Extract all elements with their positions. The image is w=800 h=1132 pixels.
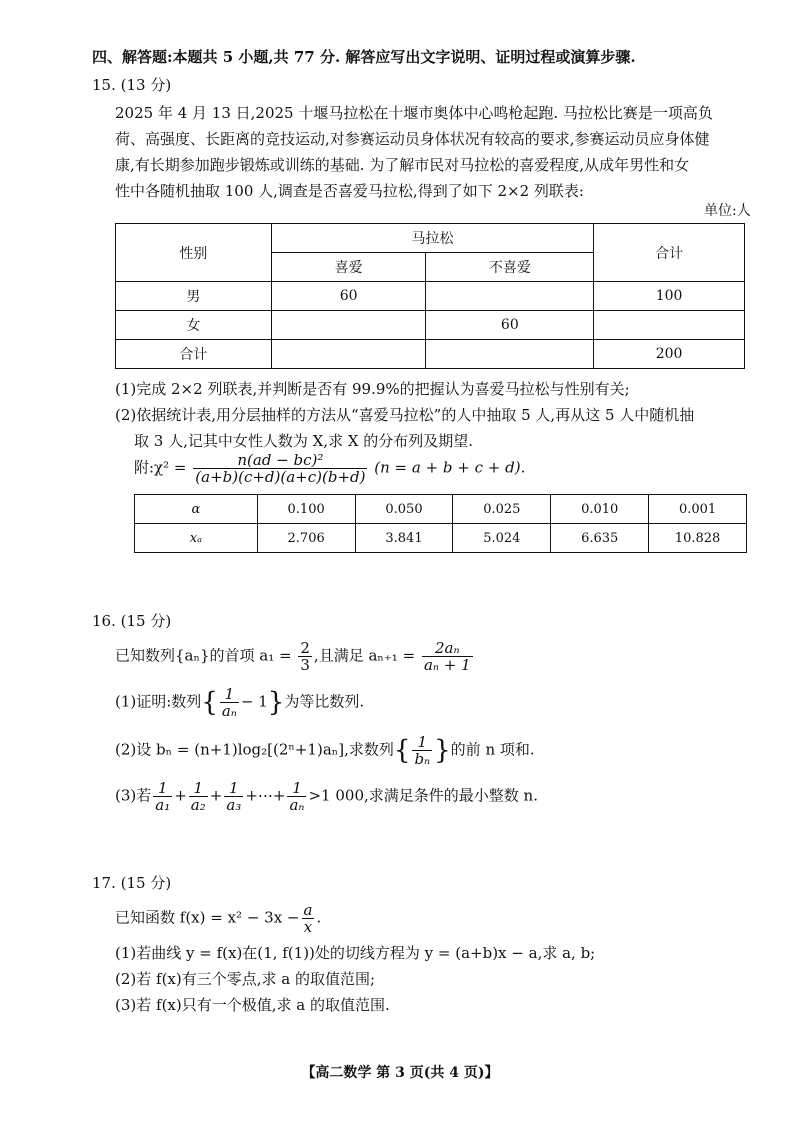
plus-sign: + [209, 786, 223, 805]
cell-total-dislike [426, 340, 594, 369]
fraction-denominator: aₙ [221, 702, 237, 720]
q17-stem [115, 902, 321, 935]
cell-male-like: 60 [271, 282, 426, 311]
formula-tail: (n = a + b + c + d). [374, 458, 526, 477]
fraction-numerator: 2 [300, 639, 310, 657]
fraction-denominator: a₁ [155, 796, 171, 814]
cell-female-like [271, 311, 426, 340]
cell-total-like [271, 340, 426, 369]
fraction-numerator: a [303, 901, 313, 919]
x-alpha-label: xₐ [135, 524, 258, 553]
bn-reciprocal-fraction [412, 734, 432, 767]
plus-sign: + [174, 786, 187, 805]
q15-part1: (1)完成 2×2 列联表,并判断是否有 99.9%的把握认为喜爱马拉松与性别有关; [115, 380, 630, 398]
q15-intro-line-2: 荷、高强度、长距离的竞技运动,对参赛运动员身体状况有较高的要求,参赛运动员应身体健 [115, 130, 710, 148]
ellipsis-plus: +⋯+ [245, 786, 286, 805]
fraction-numerator: 1 [287, 780, 306, 797]
q16-part2: (2)设 bₙ = (n+1)log₂[(2ⁿ+1)aₙ],求数列{ $\frac{1}{\text{bₙ}}$ }的前 n 项和. [115, 733, 535, 768]
page-footer: 【高二数学 第 3 页(共 4 页)】 [301, 1065, 499, 1081]
sum-term [224, 780, 243, 813]
q16-number: 16. (15 分) [92, 612, 172, 630]
a-over-x-fraction [302, 902, 315, 935]
formula-numerator: n(ad − bc)² [193, 452, 367, 469]
fraction-denominator: bₙ [414, 750, 431, 768]
chi-square-formula [134, 452, 525, 485]
fraction-numerator: 1 [153, 780, 172, 797]
header-like: 喜爱 [271, 253, 426, 282]
sum-term [189, 780, 208, 813]
alpha-label: α [135, 495, 258, 524]
alpha-value: 0.050 [355, 495, 453, 524]
fraction-numerator: 1 [224, 780, 243, 797]
q15-intro-line-1: 2025 年 4 月 13 日,2025 十堰马拉松在十堰市奥体中心鸣枪起跑. 马拉松比赛是一项高负 [115, 104, 713, 122]
q15-part2-line2: 取 3 人,记其中女性人数为 X,求 X 的分布列及期望. [134, 432, 474, 450]
header-gender: 性别 [116, 224, 272, 282]
critical-value: 10.828 [649, 524, 747, 553]
q15-intro-line-3: 康,有长期参加跑步锻炼或训练的基础. 为了解市民对马拉松的喜爱程度,从成年男性和女 [115, 156, 690, 174]
q16-part1: (1)证明:数列{ $\frac{1}{\text{aₙ}}$ − 1}为等比数列. [115, 685, 365, 720]
q16-part2-text: (2)设 bₙ = (n+1)log₂[(2ⁿ+1)aₙ],求数列 [115, 740, 394, 759]
alpha-value: 0.010 [551, 495, 649, 524]
row-label-female: 女 [116, 311, 272, 340]
alpha-value: 0.001 [649, 495, 747, 524]
critical-value: 6.635 [551, 524, 649, 553]
header-dislike: 不喜爱 [426, 253, 594, 282]
q16-stem-b: ,且满足 aₙ₊₁ = [313, 646, 416, 665]
row-label-male: 男 [116, 282, 272, 311]
alpha-value: 0.025 [453, 495, 551, 524]
cell-female-total [594, 311, 745, 340]
q17-part2: (2)若 f(x)有三个零点,求 a 的取值范围; [115, 970, 376, 988]
q15-number: 15. (13 分) [92, 76, 172, 94]
critical-value: 2.706 [257, 524, 355, 553]
row-label-total: 合计 [116, 340, 272, 369]
formula-denominator: (a+b)(c+d)(a+c)(b+d) [195, 468, 366, 486]
q16-part3-tail: >1 000,求满足条件的最小整数 n. [308, 786, 538, 805]
cell-male-total: 100 [594, 282, 745, 311]
q16-stem-a: 已知数列{aₙ}的首项 a₁ = [115, 646, 292, 665]
critical-value: 5.024 [453, 524, 551, 553]
q17-stem-text: 已知函数 f(x) = x² − 3x − [115, 908, 300, 927]
q16-part1-tail: 为等比数列. [284, 692, 365, 711]
reciprocal-fraction [220, 686, 239, 719]
table-row [116, 311, 745, 340]
table-row [135, 524, 747, 553]
chi-square-fraction [193, 452, 367, 485]
critical-value: 3.841 [355, 524, 453, 553]
fraction-denominator: aₙ [289, 796, 305, 814]
recurrence-fraction [422, 640, 473, 673]
appendix-label: 附:χ² = [134, 458, 187, 477]
contingency-table [115, 223, 745, 369]
fraction-numerator: 1 [220, 686, 239, 703]
q15-part2-line1: (2)依据统计表,用分层抽样的方法从“喜爱马拉松”的人中抽取 5 人,再从这 5 人中随机抽 [115, 406, 695, 424]
q16-stem [115, 640, 475, 673]
cell-female-dislike: 60 [426, 311, 594, 340]
q16-part1-text: (1)证明:数列 [115, 692, 202, 711]
first-term-fraction [298, 640, 312, 673]
q17-number: 17. (15 分) [92, 874, 172, 892]
q16-part3-text: (3)若 [115, 786, 152, 805]
sum-term [287, 780, 306, 813]
q17-stem-tail: . [316, 908, 322, 927]
fraction-denominator: a₂ [190, 796, 206, 814]
minus-one: − 1 [240, 692, 268, 711]
fraction-denominator: a₃ [226, 796, 242, 814]
section-heading: 四、解答题:本题共 5 小题,共 77 分. 解答应写出文字说明、证明过程或演算步骤. [92, 48, 636, 66]
header-total: 合计 [594, 224, 745, 282]
fraction-numerator: 1 [189, 780, 208, 797]
cell-total-total: 200 [594, 340, 745, 369]
header-marathon: 马拉松 [271, 224, 593, 253]
q15-unit: 单位:人 [704, 203, 751, 219]
table-row [116, 282, 745, 311]
q16-part2-tail: 的前 n 项和. [450, 740, 535, 759]
fraction-denominator: 3 [300, 656, 310, 674]
fraction-denominator: aₙ + 1 [423, 656, 471, 674]
q16-part3 [115, 780, 538, 813]
cell-male-dislike [426, 282, 594, 311]
q17-part1: (1)若曲线 y = f(x)在(1, f(1))处的切线方程为 y = (a+b)x − a,求 a, b; [115, 944, 596, 962]
table-row [116, 340, 745, 369]
q15-intro-line-4: 性中各随机抽取 100 人,调查是否喜爱马拉松,得到了如下 2×2 列联表: [115, 182, 584, 200]
q17-part3: (3)若 f(x)只有一个极值,求 a 的取值范围. [115, 996, 390, 1014]
fraction-numerator: 2aₙ [422, 640, 473, 657]
fraction-numerator: 1 [412, 734, 432, 751]
fraction-denominator: x [303, 918, 313, 936]
table-row [135, 495, 747, 524]
alpha-value: 0.100 [257, 495, 355, 524]
critical-value-table [134, 494, 747, 553]
sum-term [153, 780, 172, 813]
